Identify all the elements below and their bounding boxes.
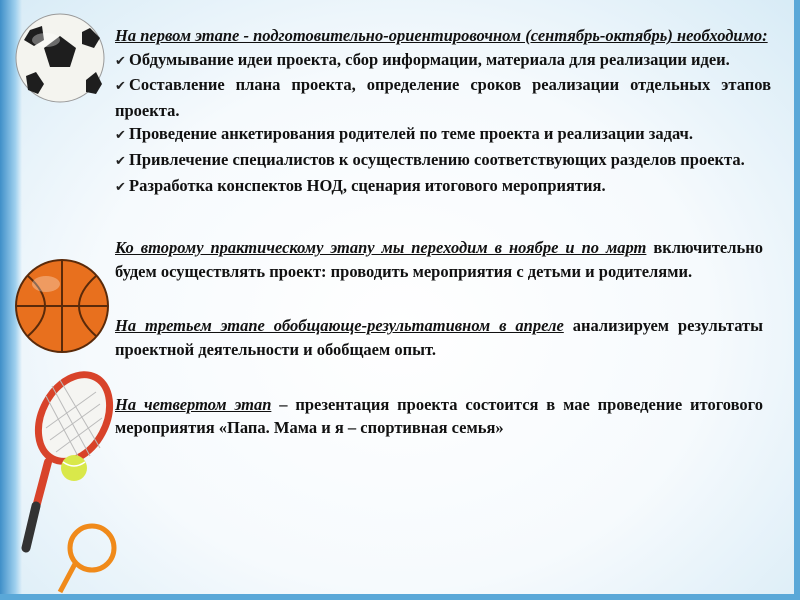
checkmark-icon: ✔	[115, 79, 126, 95]
checkmark-icon: ✔	[115, 153, 126, 169]
stage3-heading: На третьем этапе обобщающе-результативном в апреле	[115, 316, 564, 336]
list-item	[115, 73, 771, 122]
list-item	[115, 48, 771, 74]
checkmark-icon: ✔	[115, 53, 126, 69]
stage1-task-list	[115, 48, 771, 200]
stage2-heading: Ко второму практическому этапу мы переходим в ноябре и по март	[115, 238, 647, 258]
list-item	[115, 148, 771, 174]
task-text: Составление плана проекта, определение сроков реализации отдельных этапов проекта.	[115, 75, 771, 120]
stage2-text: включительно будем осуществлять проект: проводить мероприятия с детьми и родителями.	[115, 238, 763, 281]
stage1-intro: На первом этапе - подготовительно-ориентировочном (сентябрь-октябрь) необходимо:	[115, 26, 768, 45]
task-text: Проведение анкетирования родителей по теме проекта и реализации задач.	[129, 124, 693, 144]
task-text: Разработка конспектов НОД, сценария итогового мероприятия.	[129, 175, 606, 195]
slide-content	[115, 24, 771, 440]
stage4-heading: На четвертом этап	[115, 394, 272, 414]
stage4-paragraph	[115, 393, 763, 440]
stage3-text: анализируем результаты проектной деятельности и обобщаем опыт.	[115, 316, 763, 359]
task-text: Привлечение специалистов к осуществлению соответствующих разделов проекта.	[129, 149, 745, 169]
checkmark-icon: ✔	[115, 128, 126, 144]
list-item	[115, 174, 771, 200]
checkmark-icon: ✔	[115, 179, 126, 195]
task-text: Обдумывание идеи проекта, сбор информации, материала для реализации идеи.	[129, 49, 730, 69]
stage4-text: – презентация проекта состоится в мае проведение итогового мероприятия «Папа. Мама и я – спортивная семья»	[115, 394, 763, 438]
list-item	[115, 122, 771, 148]
stage2-paragraph	[115, 236, 763, 283]
stage3-paragraph	[115, 314, 763, 361]
